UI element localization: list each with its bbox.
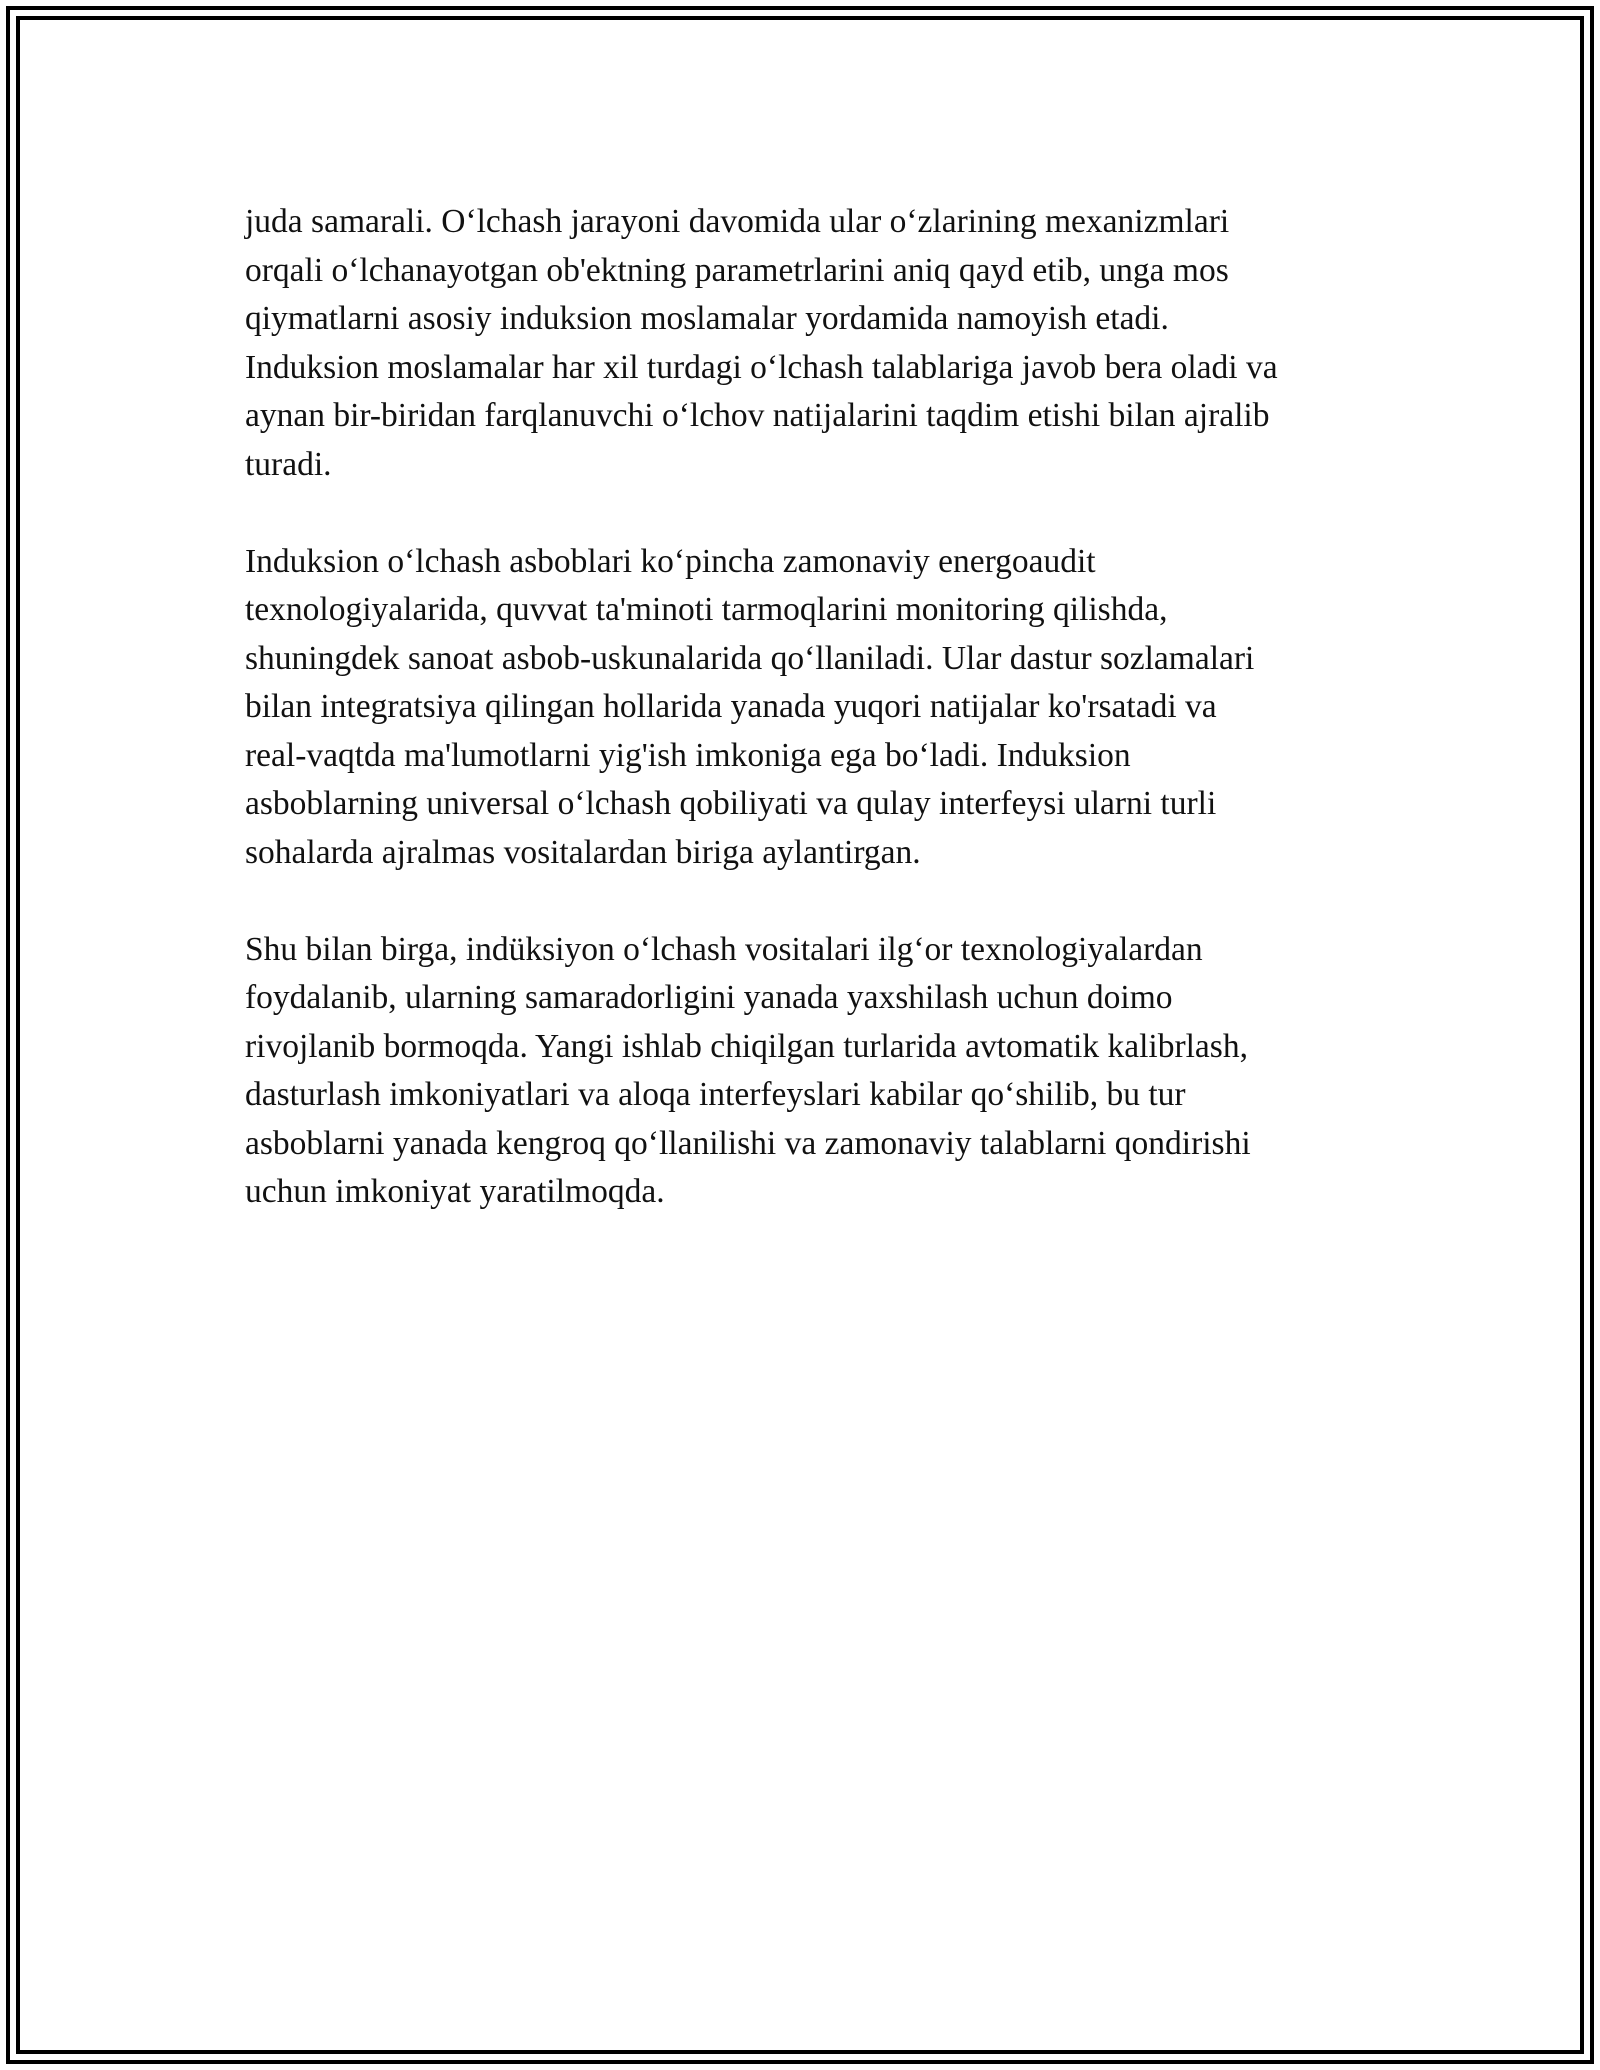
- paragraph-line: bilan integratsiya qilingan hollarida yanada yuqori natijalar ko'rsatadi va: [245, 688, 1217, 725]
- paragraph-line: aynan bir-biridan farqlanuvchi o‘lchov natijalarini taqdim etishi bilan ajralib: [245, 397, 1270, 434]
- paragraph-line: Induksion o‘lchash asboblari ko‘pincha zamonaviy energoaudit: [245, 542, 1096, 580]
- paragraph-line: rivojlanib bormoqda. Yangi ishlab chiqilgan turlarida avtomatik kalibrlash,: [245, 1027, 1248, 1065]
- paragraph-line: real-vaqtda ma'lumotlarni yig'ish imkoniga ega bo‘ladi. Induksion: [245, 736, 1131, 774]
- paragraph-line: dasturlash imkoniyatlari va aloqa interfeyslari kabilar qo‘shilib, bu tur: [245, 1076, 1186, 1113]
- page-frame: [6, 6, 1594, 2064]
- paragraph-line: orqali o‘lchanayotgan ob'ektning parametrlarini aniq qayd etib, unga mos: [245, 251, 1229, 289]
- paragraph-line: texnologiyalarida, quvvat ta'minoti tarmoqlarini monitoring qilishda,: [245, 591, 1168, 628]
- paragraph-line: Induksion moslamalar har xil turdagi o‘lchash talablariga javob bera oladi va: [245, 348, 1278, 386]
- paragraph-3: [245, 926, 1385, 1217]
- paragraph-line: uchun imkoniyat yaratilmoqda.: [245, 1173, 665, 1210]
- document-body: [245, 198, 1385, 1265]
- paragraph-line: shuningdek sanoat asbob-uskunalarida qo‘llaniladi. Ular dastur sozlamalari: [245, 639, 1255, 677]
- paragraph-1: [245, 198, 1385, 489]
- paragraph-line: asboblarni yanada kengroq qo‘llanilishi va zamonaviy talablarni qondirishi: [245, 1124, 1251, 1162]
- paragraph-line: foydalanib, ularning samaradorligini yanada yaxshilash uchun doimo: [245, 979, 1173, 1016]
- paragraph-line: asboblarning universal o‘lchash qobiliyati va qulay interfeysi ularni turli: [245, 785, 1217, 822]
- paragraph-line: sohalarda ajralmas vositalardan biriga aylantirgan.: [245, 833, 921, 871]
- paragraph-line: Shu bilan birga, indüksiyon o‘lchash vositalari ilg‘or texnologiyalardan: [245, 930, 1203, 968]
- paragraph-line: turadi.: [245, 445, 332, 483]
- paragraph-line: juda samarali. O‘lchash jarayoni davomida ular o‘zlarining mexanizmlari: [245, 203, 1230, 240]
- paragraph-line: qiymatlarni asosiy induksion moslamalar yordamida namoyish etadi.: [245, 300, 1169, 337]
- paragraph-2: [245, 538, 1385, 878]
